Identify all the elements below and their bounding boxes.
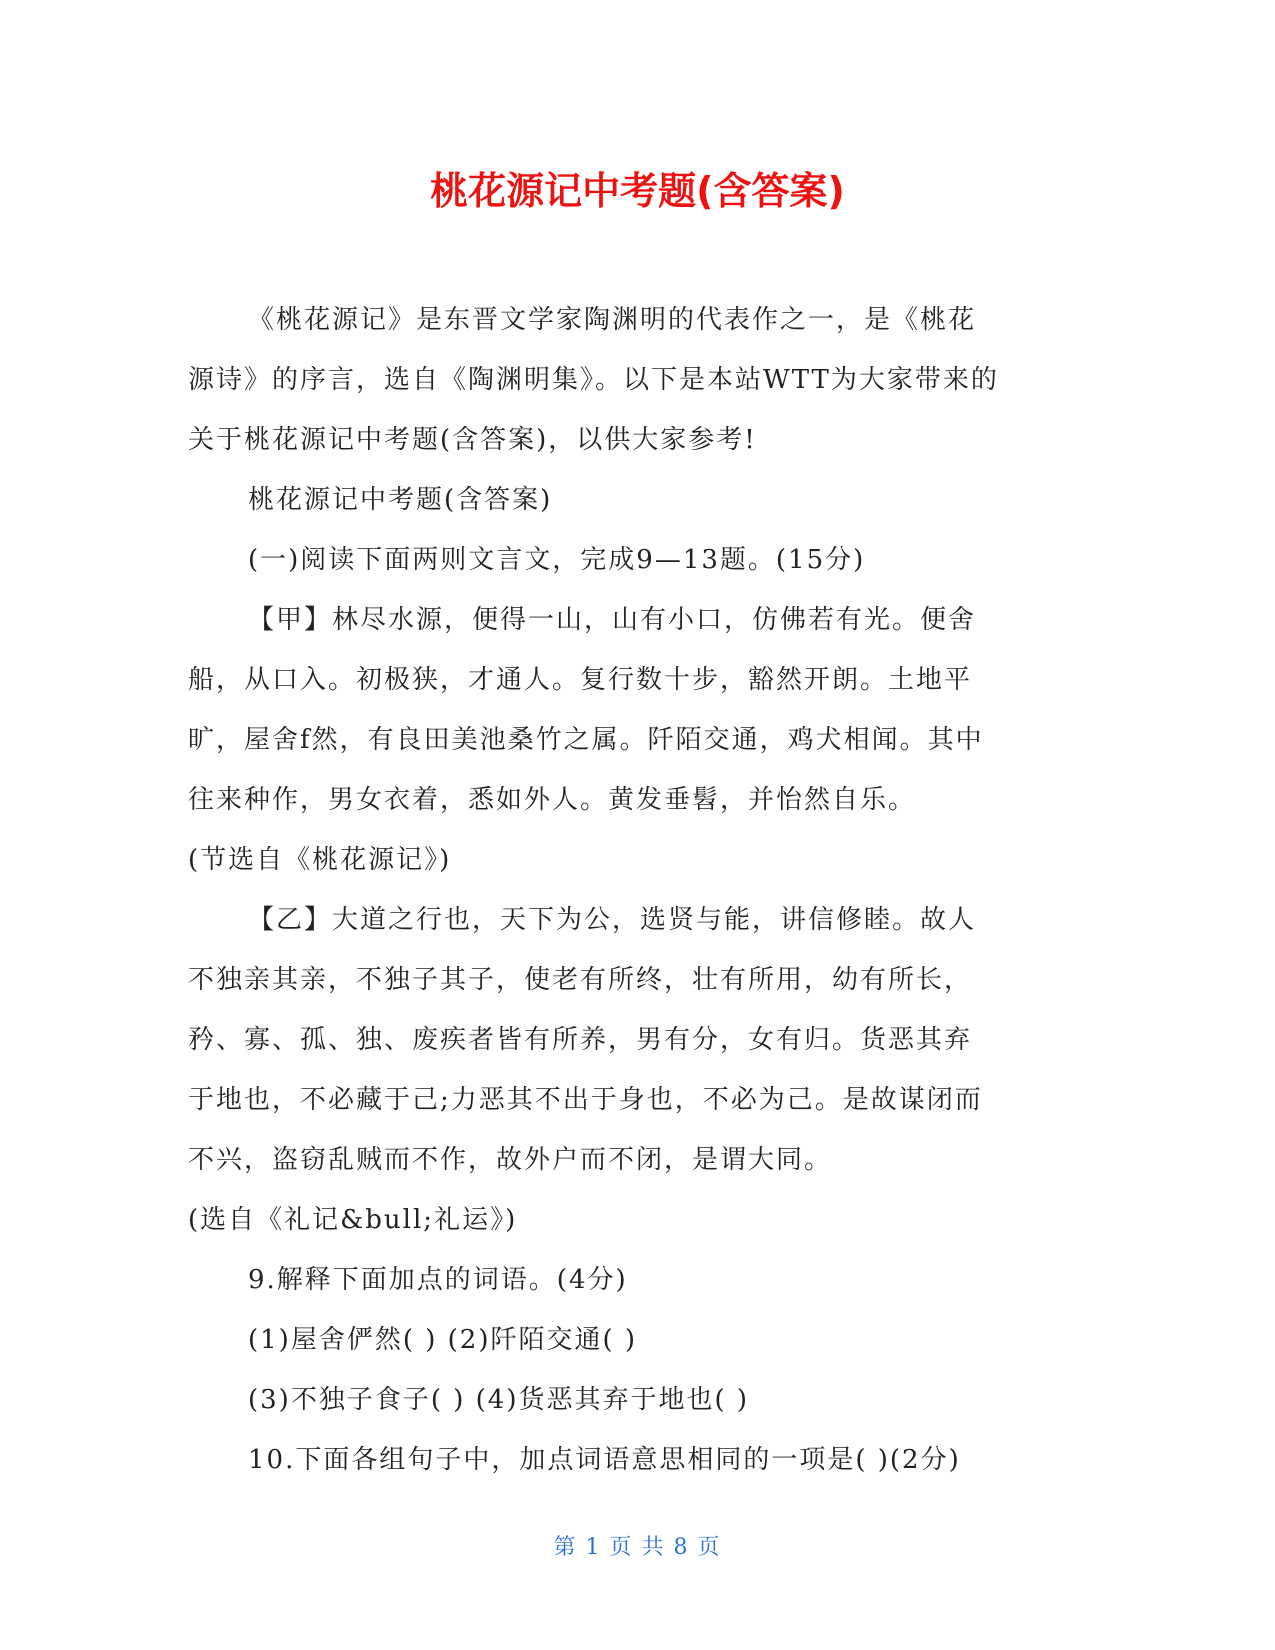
passage-yi-line: 矜、寡、孤、独、废疾者皆有所养，男有分，女有归。货恶其弃 [188, 1025, 973, 1055]
question-10-stem: 10.下面各组句子中，加点词语意思相同的一项是( )(2分) [248, 1445, 961, 1475]
passage-jia-line: 船，从口入。初极狭，才通人。复行数十步，豁然开朗。土地平 [188, 665, 973, 695]
passage-yi-source: (选自《礼记&bull;礼运》) [188, 1205, 518, 1235]
page-footer [0, 1530, 1275, 1561]
footer-current-page: 1 [585, 1535, 602, 1560]
intro-line: 关于桃花源记中考题(含答案)，以供大家参考! [188, 425, 757, 455]
footer-total-pages: 8 [673, 1535, 690, 1560]
intro-line: 源诗》的序言，选自《陶渊明集》。以下是本站WTT为大家带来的 [188, 365, 999, 395]
passage-yi-line: 于地也，不必藏于己;力恶其不出于身也，不必为己。是故谋闭而 [188, 1085, 983, 1115]
passage-yi-line: 不独亲其亲，不独子其子，使老有所终，壮有所用，幼有所长， [188, 965, 973, 995]
subtitle: 桃花源记中考题(含答案) [248, 485, 553, 515]
footer-label-of: 页 [609, 1535, 634, 1560]
footer-label-total: 共 [641, 1535, 666, 1560]
intro-line: 《桃花源记》是东晋文学家陶渊明的代表作之一，是《桃花 [248, 305, 977, 335]
passage-jia-line: 旷，屋舍f然，有良田美池桑竹之属。阡陌交通，鸡犬相闻。其中 [188, 725, 984, 755]
document-title: 桃花源记中考题(含答案) [430, 169, 845, 213]
question-9-row: (3)不独子食子( ) (4)货恶其弃于地也( ) [248, 1385, 750, 1415]
question-9-row: (1)屋舍俨然( ) (2)阡陌交通( ) [248, 1325, 638, 1355]
question-9-stem: 9.解释下面加点的词语。(4分) [248, 1265, 628, 1295]
passage-jia-line: 往来种作，男女衣着，悉如外人。黄发垂髫，并怡然自乐。 [188, 785, 917, 815]
passage-jia-line: 【甲】林尽水源，便得一山，山有小口，仿佛若有光。便舍 [248, 605, 977, 635]
section-heading: (一)阅读下面两则文言文，完成9—13题。(15分) [248, 545, 866, 575]
footer-label-page: 第 [553, 1535, 578, 1560]
document-body [188, 290, 1088, 1490]
footer-label-pages: 页 [697, 1535, 722, 1560]
passage-yi-line: 【乙】大道之行也，天下为公，选贤与能，讲信修睦。故人 [248, 905, 977, 935]
passage-yi-line: 不兴，盗窃乱贼而不作，故外户而不闭，是谓大同。 [188, 1145, 833, 1175]
passage-jia-source: (节选自《桃花源记》) [188, 845, 452, 875]
